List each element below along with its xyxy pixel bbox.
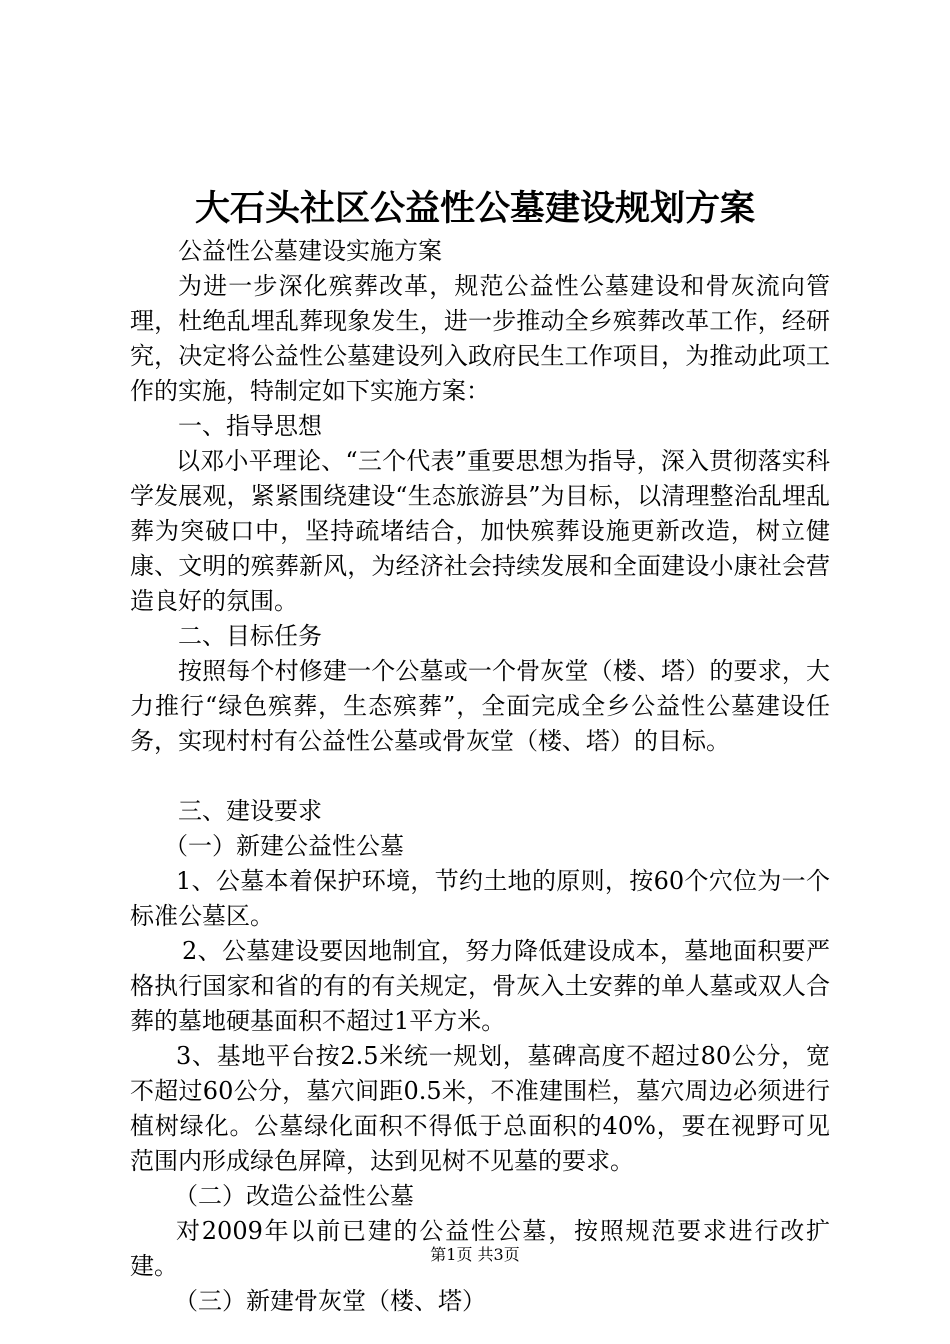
- paragraph-item-1: 1、公墓本着保护环境，节约土地的原则，按60个穴位为一个标准公墓区。: [130, 867, 830, 930]
- heading-guiding-thought: 一、指导思想: [178, 412, 322, 440]
- document-body: [130, 234, 830, 1319]
- subheading-new-columbarium: （三）新建骨灰堂（楼、塔）: [174, 1287, 486, 1315]
- paragraph-goals: 按照每个村修建一个公墓或一个骨灰堂（楼、塔）的要求，大力推行“绿色殡葬，生态殡葬”，全面完成全乡公益性公墓建设任务，实现村村有公益性公墓或骨灰堂（楼、塔）的目标。: [130, 657, 830, 755]
- paragraph-intro: 为进一步深化殡葬改革，规范公益性公墓建设和骨灰流向管理，杜绝乱埋乱葬现象发生，进一步推动全乡殡葬改革工作，经研究，决定将公益性公墓建设列入政府民生工作项目，为推动此项工作的实施，特制定如下实施方案：: [130, 272, 830, 405]
- subheading-renovate-cemetery: （二）改造公益性公墓: [174, 1182, 414, 1210]
- paragraph-item-3: 3、基地平台按2.5米统一规划，墓碑高度不超过80公分，宽不超过60公分，墓穴间距0.5米，不准建围栏，墓穴周边必须进行植树绿化。公墓绿化面积不得低于总面积的40%，要在视野可见范围内形成绿色屏障，达到见树不见墓的要求。: [130, 1042, 830, 1175]
- heading-requirements: 三、建设要求: [178, 797, 322, 825]
- paragraph-renovate: 对2009年以前已建的公益性公墓，按照规范要求进行改扩建。: [130, 1217, 830, 1280]
- heading-goals: 二、目标任务: [178, 622, 322, 650]
- paragraph-guiding-thought: 以邓小平理论、“三个代表”重要思想为指导，深入贯彻落实科学发展观，紧紧围绕建设“生态旅游县”为目标，以清理整治乱埋乱葬为突破口中，坚持疏堵结合，加快殡葬设施更新改造，树立健康、文明的殡葬新风，为经济社会持续发展和全面建设小康社会营造良好的氛围。: [130, 447, 830, 615]
- subheading-new-cemetery: （一）新建公益性公墓: [164, 832, 404, 860]
- paragraph-item-2: 2、公墓建设要因地制宜，努力降低建设成本，墓地面积要严格执行国家和省的有的有关规定，骨灰入土安葬的单人墓或双人合葬的墓地硬基面积不超过1平方米。: [130, 937, 830, 1035]
- blank-line: [130, 759, 830, 794]
- page-footer: 第1页 共3页: [430, 1245, 520, 1264]
- document-title: 大石头社区公益性公墓建设规划方案: [194, 188, 755, 229]
- paragraph-subtitle: 公益性公墓建设实施方案: [178, 237, 442, 265]
